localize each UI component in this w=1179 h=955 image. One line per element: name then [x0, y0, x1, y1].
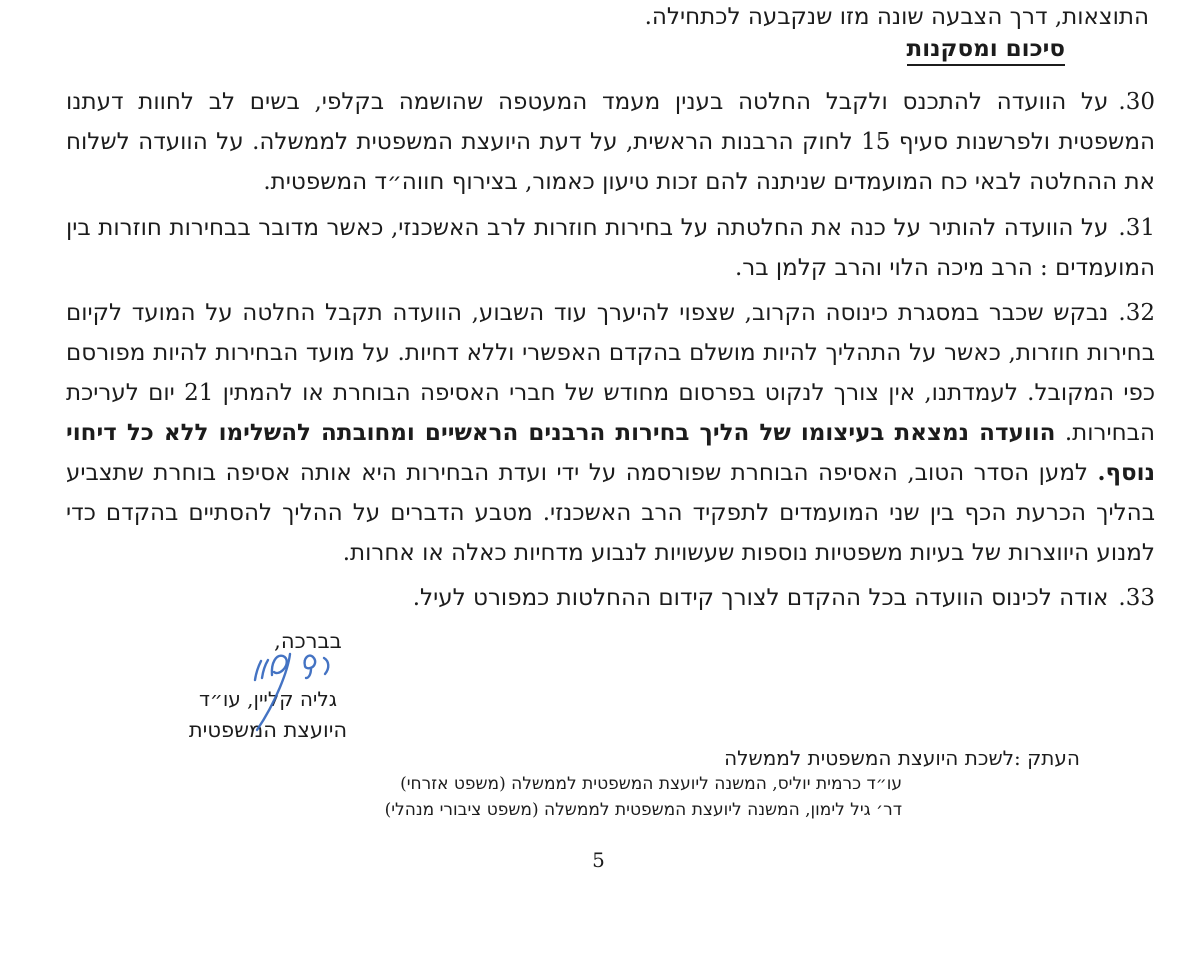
signature-block	[153, 626, 383, 745]
footer-copy-line: עו״ד כרמית יוליס, המשנה ליועצת המשפטית לממשלה (משפט אזרחי)	[400, 774, 902, 794]
paragraph-text-run: נבקש שכבר במסגרת כינוסה הקרוב, שצפוי להיערך עוד השבוע, הוועדה תקבל החלטה על המועד לקיום בחירות חוזרות, כאשר על התהליך להיות מושלם בהקדם האפשרי וללא דחיות. על מועד הבחירות להיות מפורסם כפי המקובל. לעמדתנו, אין צורך לנקוט בפרסום מחודש של חברי האסיפה הבוחרת או להמתין 21 יום לעריכת הבחירות.	[66, 300, 1155, 446]
paragraph-number: 32.	[1118, 300, 1155, 326]
signature-greeting: בברכה,	[274, 629, 342, 653]
paragraph-text-run: למען הסדר הטוב, האסיפה הבוחרת שפורסמה על ידי ועדת הבחירות היא אותה אסיפה בוחרת שתצביע בהליך הכרעת הכף בין שני המועמדים לתפקיד הרב האשכנזי. מטבע הדברים על ההליך להסתיים בהקדם כדי למנוע היווצרות של בעיות משפטיות נוספות שעשויות לנבוע מדחיות כאלה או אחרות.	[66, 460, 1155, 566]
paragraph-number: 30.	[1118, 89, 1155, 115]
paragraph-text-run: אודה לכינוס הוועדה בכל ההקדם לצורך קידום ההחלטות כמפורט לעיל.	[412, 585, 1109, 611]
numbered-paragraph-33	[66, 578, 1155, 618]
page-number: 5	[592, 848, 605, 872]
paragraph-number: 31.	[1118, 215, 1155, 241]
copies-footer	[66, 745, 1155, 823]
numbered-paragraph-31	[66, 208, 1155, 288]
paragraph-text-run: על הוועדה להותיר על כנה את החלטתה על בחירות חוזרות לרב האשכנזי, כאשר מדובר בבחירות חוזרות בין המועמדים : הרב מיכה הלוי והרב קלמן בר.	[66, 215, 1155, 281]
numbered-paragraph-30	[66, 82, 1155, 202]
top-line: התוצאות, דרך הצבעה שונה מזו שנקבעה לכתחילה.	[644, 4, 1149, 30]
paragraph-number: 33.	[1118, 585, 1155, 611]
paragraph-text-run: על הוועדה להתכנס ולקבל החלטה בענין מעמד המעטפה שהושמה בקלפי, בשים לב לחוות דעתנו המשפטית ולפרשנות סעיף 15 לחוק הרבנות הראשית, על דעת היועצת המשפטית לממשלה. על הוועדה לשלוח את ההחלטה לבאי כח המועמדים שניתנה להם זכות טיעון כאמור, בצירוף חווה״ד המשפטית.	[66, 89, 1155, 195]
signature-name: גליה קליין, עו״ד	[199, 687, 337, 711]
footer-copy-line: דר׳ גיל לימון, המשנה ליועצת המשפטית לממשלה (משפט ציבורי מנהלי)	[384, 800, 902, 820]
section-heading: סיכום ומסקנות	[907, 35, 1065, 66]
section-heading-wrap	[66, 35, 1065, 66]
footer-copy-line: העתק :לשכת היועצת המשפטית לממשלה	[724, 746, 1080, 770]
signature-title: היועצת המשפטית	[188, 718, 348, 742]
paragraph-text-run-bold: הוועדה נמצאת בעיצומו של הליך בחירות הרבנים הראשיים ומחובתה להשלימו ללא כל דיחוי נוסף.	[66, 419, 1155, 486]
numbered-paragraph-32	[66, 293, 1155, 573]
